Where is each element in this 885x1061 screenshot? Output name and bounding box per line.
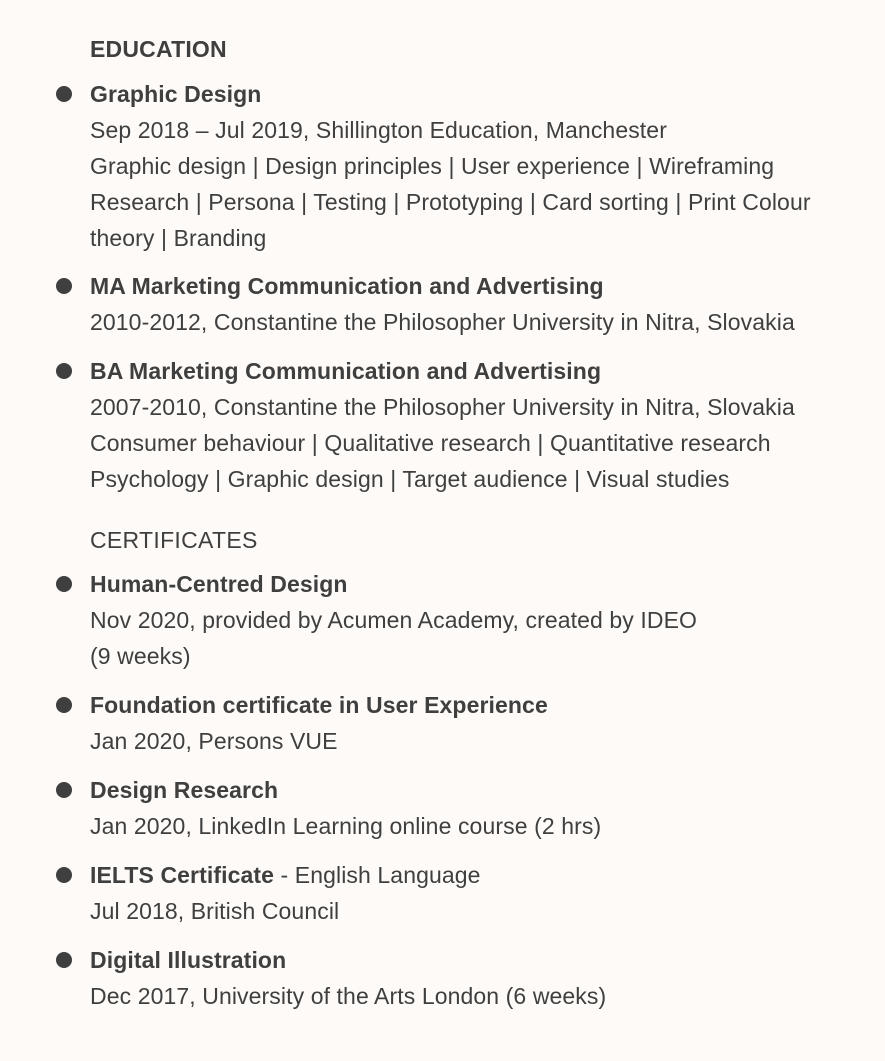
education-entry-ba-marketing: [0, 353, 885, 497]
certificate-entry-title-suffix: - English Language: [274, 862, 481, 888]
certificate-entry-duration: (9 weeks): [90, 643, 191, 669]
certificate-entry-human-centred-design: [0, 566, 885, 674]
education-entry-title: Graphic Design: [90, 81, 262, 107]
bullet-icon: [56, 576, 72, 592]
certificate-entry-details: Nov 2020, provided by Acumen Academy, created by IDEO: [90, 607, 698, 633]
bullet-icon: [56, 782, 72, 798]
certificate-entry-details: Dec 2017, University of the Arts London (6 weeks): [90, 983, 607, 1009]
certificate-entry-details: Jan 2020, Persons VUE: [90, 728, 338, 754]
education-entry-skills: Psychology | Graphic design | Target audience | Visual studies: [90, 466, 730, 492]
bullet-icon: [56, 278, 72, 294]
certificate-entry-design-research: [0, 772, 885, 844]
certificate-entry-title: Human-Centred Design: [90, 571, 348, 597]
certificate-entry-title: IELTS Certificate: [90, 862, 275, 888]
education-entry-skills: Consumer behaviour | Qualitative research | Quantitative research: [90, 430, 771, 456]
certificate-entry-details: Jul 2018, British Council: [90, 898, 340, 924]
certificate-entry-title-row: [90, 857, 850, 893]
bullet-icon: [56, 86, 72, 102]
bullet-icon: [56, 867, 72, 883]
certificate-entry-details: Jan 2020, LinkedIn Learning online course (2 hrs): [90, 813, 602, 839]
education-entry-skills: Research | Persona | Testing | Prototyping | Card sorting | Print Colour theory | Branding: [90, 189, 811, 251]
education-entry-dates: 2010-2012, Constantine the Philosopher University in Nitra, Slovakia: [90, 309, 795, 335]
education-entry-dates: Sep 2018 – Jul 2019, Shillington Education, Manchester: [90, 117, 667, 143]
certificates-heading: CERTIFICATES: [90, 527, 258, 553]
education-entry-title: BA Marketing Communication and Advertising: [90, 358, 602, 384]
certificate-entry-digital-illustration: [0, 942, 885, 1014]
bullet-icon: [56, 952, 72, 968]
education-entry-dates: 2007-2010, Constantine the Philosopher University in Nitra, Slovakia: [90, 394, 795, 420]
bullet-icon: [56, 363, 72, 379]
certificate-entry-ielts: [0, 857, 885, 929]
education-heading: EDUCATION: [90, 36, 227, 62]
education-entry-ma-marketing: [0, 268, 885, 340]
certificate-entry-user-experience: [0, 687, 885, 759]
education-entry-graphic-design: [0, 76, 885, 256]
certificate-entry-title: Foundation certificate in User Experience: [90, 692, 548, 718]
education-entry-skills: Graphic design | Design principles | User experience | Wireframing: [90, 153, 775, 179]
education-entry-title: MA Marketing Communication and Advertising: [90, 273, 604, 299]
certificate-entry-title: Design Research: [90, 777, 279, 803]
bullet-icon: [56, 697, 72, 713]
certificate-entry-title: Digital Illustration: [90, 947, 287, 973]
